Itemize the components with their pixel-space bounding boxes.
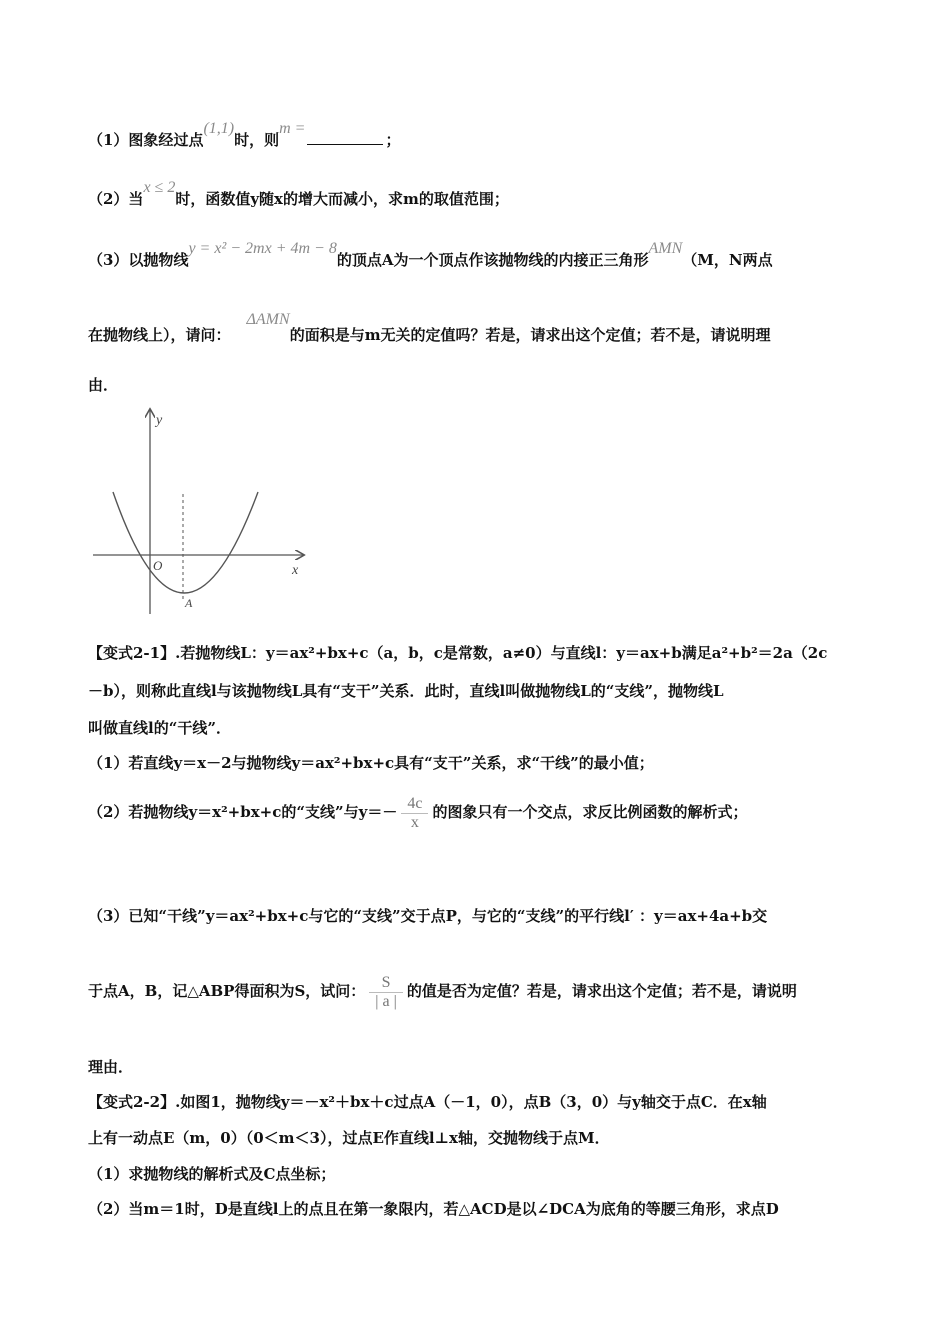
q3-prefix: （3）以抛物线 bbox=[88, 251, 189, 269]
q3-suffix: （M，N两点 bbox=[682, 251, 773, 269]
v21-q2-denominator: x bbox=[410, 813, 419, 831]
q3-line3 bbox=[88, 375, 118, 395]
v22-line2 bbox=[88, 1128, 610, 1148]
v21-q3-denominator: | a | bbox=[375, 992, 397, 1010]
q1-point-math: (1,1) bbox=[203, 120, 235, 137]
q3-line2-prefix: 在抛物线上），请问： bbox=[88, 326, 231, 344]
v22-line2-text: 上有一动点E（m，0）（0＜m＜3），过点E作直线l⊥x轴，交抛物线于点M． bbox=[88, 1129, 610, 1147]
v22-line1 bbox=[88, 1092, 767, 1112]
v21-q3-line3 bbox=[88, 1057, 133, 1077]
x-axis-label: x bbox=[292, 563, 299, 578]
v21-line1 bbox=[88, 643, 827, 663]
v22-q1 bbox=[88, 1164, 335, 1184]
v21-q3-line2 bbox=[88, 970, 797, 1012]
parabola-graph bbox=[88, 404, 318, 624]
v21-q3-line3-text: 理由． bbox=[88, 1058, 134, 1076]
v21-line2 bbox=[88, 681, 724, 701]
v21-q2-fraction bbox=[401, 795, 428, 832]
q1-answer-blank bbox=[307, 130, 383, 145]
v21-q3-fraction bbox=[369, 974, 403, 1011]
v21-q2 bbox=[88, 791, 747, 833]
q2-prefix: （2）当 bbox=[88, 190, 144, 208]
v21-q1-text: （1）若直线y＝x－2与抛物线y＝ax²+bx+c具有“支干”关系，求“干线”的最小值； bbox=[88, 754, 654, 772]
parabola-curve bbox=[113, 492, 258, 593]
v21-q3-numerator: S bbox=[369, 974, 403, 993]
q3-line2 bbox=[88, 311, 771, 346]
q3-tri-math: AMN bbox=[648, 240, 683, 257]
q1-m-math: m = bbox=[279, 120, 306, 137]
q3-eq-math: y = x² − 2mx + 4m − 8 bbox=[188, 240, 337, 257]
v21-q3-line1 bbox=[88, 906, 767, 926]
v21-line1-text: .若抛物线L：y＝ax²+bx+c（a，b，c是常数，a≠0）与直线l：y＝ax+b满足a²+b²＝2a（2c bbox=[175, 644, 828, 662]
v21-q3-line2-suffix: 的值是否为定值？若是，请求出这个定值；若不是，请说明 bbox=[406, 982, 797, 1000]
v22-q2-text: （2）当m＝1时，D是直线l上的点且在第一象限内，若△ACD是以∠DCA为底角的等腰三角形，求点D bbox=[88, 1200, 779, 1218]
q1-line bbox=[88, 120, 401, 151]
q3-tri2-math: ΔAMN bbox=[246, 311, 290, 328]
v21-q1 bbox=[88, 753, 654, 773]
q2-cond-math: x ≤ 2 bbox=[143, 179, 176, 196]
v21-tag: 【变式2-1】 bbox=[88, 644, 176, 662]
vertex-label: A bbox=[185, 596, 193, 610]
v22-line1-text: .如图1，抛物线y＝－x²＋bx＋c过点A（－1，0），点B（3，0）与y轴交于点C．在x轴 bbox=[175, 1093, 767, 1111]
v21-q3-line2-prefix: 于点A，B，记△ABP得面积为S，试问： bbox=[88, 982, 366, 1000]
v21-line2-text: －b），则称此直线l与该抛物线L具有“支干”关系．此时，直线l叫做抛物线L的“支线”，抛物线L bbox=[88, 682, 724, 700]
q2-suffix: 时，函数值y随x的增大而减小，求m的取值范围； bbox=[175, 190, 509, 208]
q1-suffix: ； bbox=[385, 131, 401, 149]
v21-q2-numerator: 4c bbox=[401, 795, 428, 814]
q3-line1 bbox=[88, 240, 773, 271]
v21-q2-suffix: 的图象只有一个交点，求反比例函数的解析式； bbox=[432, 803, 748, 821]
origin-label: O bbox=[153, 558, 163, 573]
q3-line2-suffix: 的面积是与m无关的定值吗？若是，请求出这个定值；若不是，请说明理 bbox=[289, 326, 771, 344]
y-axis-label: y bbox=[156, 413, 163, 428]
v22-q2 bbox=[88, 1199, 779, 1219]
v21-q2-prefix: （2）若抛物线y＝x²+bx+c的“支线”与y＝－ bbox=[88, 803, 398, 821]
q3-line3-text: 由． bbox=[88, 376, 119, 394]
q1-mid: 时，则 bbox=[234, 131, 280, 149]
v22-q1-text: （1）求抛物线的解析式及C点坐标； bbox=[88, 1165, 336, 1183]
v21-line3 bbox=[88, 718, 231, 738]
v21-q3-line1-text: （3）已知“干线”y＝ax²+bx+c与它的“支线”交于点P，与它的“支线”的平行线l′ ：y＝ax+4a+b交 bbox=[88, 907, 768, 925]
q3-mid: 的顶点A为一个顶点作该抛物线的内接正三角形 bbox=[336, 251, 649, 269]
v21-line3-text: 叫做直线l的“干线”． bbox=[88, 719, 231, 737]
v22-tag: 【变式2-2】 bbox=[88, 1093, 176, 1111]
q1-prefix: （1）图象经过点 bbox=[88, 131, 204, 149]
q2-line bbox=[88, 179, 509, 210]
